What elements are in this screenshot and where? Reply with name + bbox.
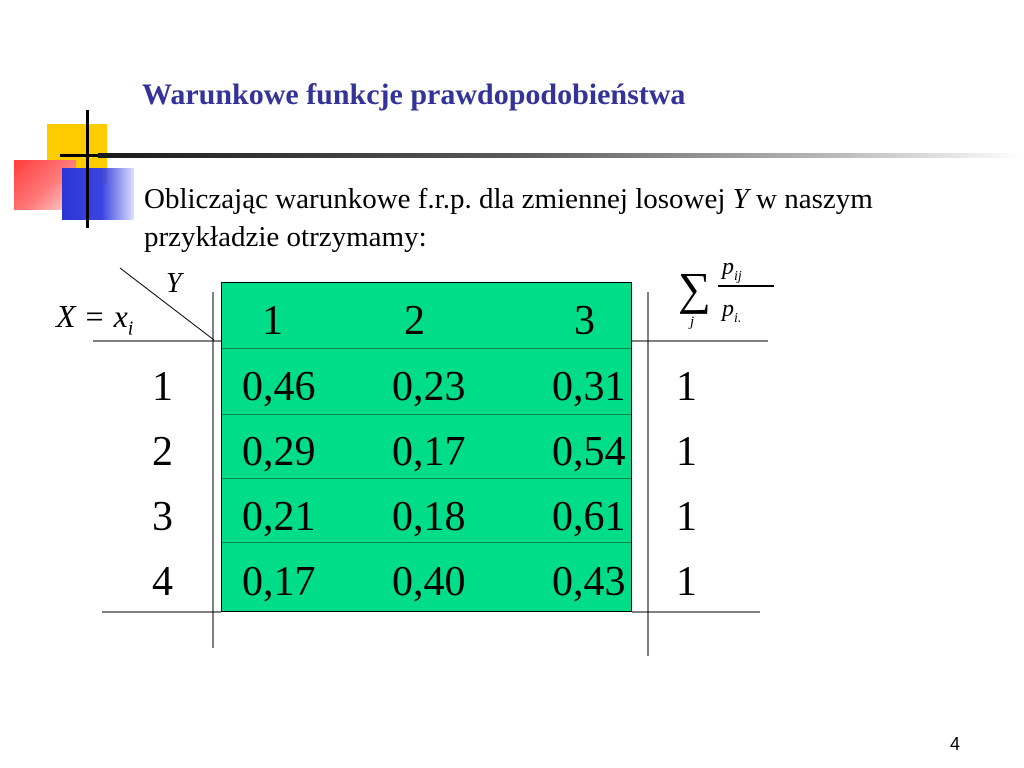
row-x-value: 2 — [152, 429, 173, 475]
x-header-label: X — [56, 298, 76, 334]
row-sum: 1 — [676, 559, 697, 605]
table-cell: 0,17 — [392, 429, 466, 475]
intro-variable: Y — [732, 183, 749, 215]
row-sum: 1 — [676, 494, 697, 540]
x-header-value: x — [113, 298, 128, 334]
row-sum: 1 — [676, 429, 697, 475]
table-cell: 0,43 — [552, 559, 626, 605]
intro-part2: w naszym przykładzie otrzymamy: — [144, 183, 873, 253]
table-cell: 0,54 — [552, 429, 626, 475]
fraction-numerator — [722, 254, 742, 285]
sum-symbol: ∑ — [678, 263, 711, 314]
row-x-value: 3 — [152, 494, 173, 540]
row-sum: 1 — [676, 364, 697, 410]
denominator-symbol: p — [722, 296, 734, 322]
table-cell: 0,61 — [552, 494, 626, 540]
table-cell: 0,21 — [242, 494, 316, 540]
table-cell: 0,18 — [392, 494, 466, 540]
column-header-1: 1 — [262, 298, 283, 344]
table-cell: 0,23 — [392, 364, 466, 410]
y-header: Y — [166, 268, 182, 299]
intro-part1: Obliczając warunkowe f.r.p. dla zmiennej losowej — [144, 183, 733, 215]
x-header-subscript: i — [127, 317, 134, 340]
sum-index: j — [690, 314, 695, 330]
column-header-3: 3 — [574, 298, 595, 344]
numerator-symbol: p — [722, 254, 734, 280]
table-cell: 0,46 — [242, 364, 316, 410]
denominator-subscript: i. — [734, 310, 742, 326]
table-cell: 0,40 — [392, 559, 466, 605]
x-header — [56, 298, 133, 340]
fraction-denominator — [722, 296, 741, 327]
table-cell: 0,31 — [552, 364, 626, 410]
row-x-value: 4 — [152, 559, 173, 605]
fraction-bar — [718, 285, 774, 287]
row-x-value: 1 — [152, 364, 173, 410]
numerator-subscript: ij — [734, 268, 742, 284]
table-cell: 0,29 — [242, 429, 316, 475]
page-number: 4 — [950, 734, 961, 754]
x-header-eq: = — [85, 298, 104, 334]
table-cell: 0,17 — [242, 559, 316, 605]
column-header-2: 2 — [404, 298, 425, 344]
slide-title: Warunkowe funkcje prawdopodobieństwa — [142, 78, 686, 111]
